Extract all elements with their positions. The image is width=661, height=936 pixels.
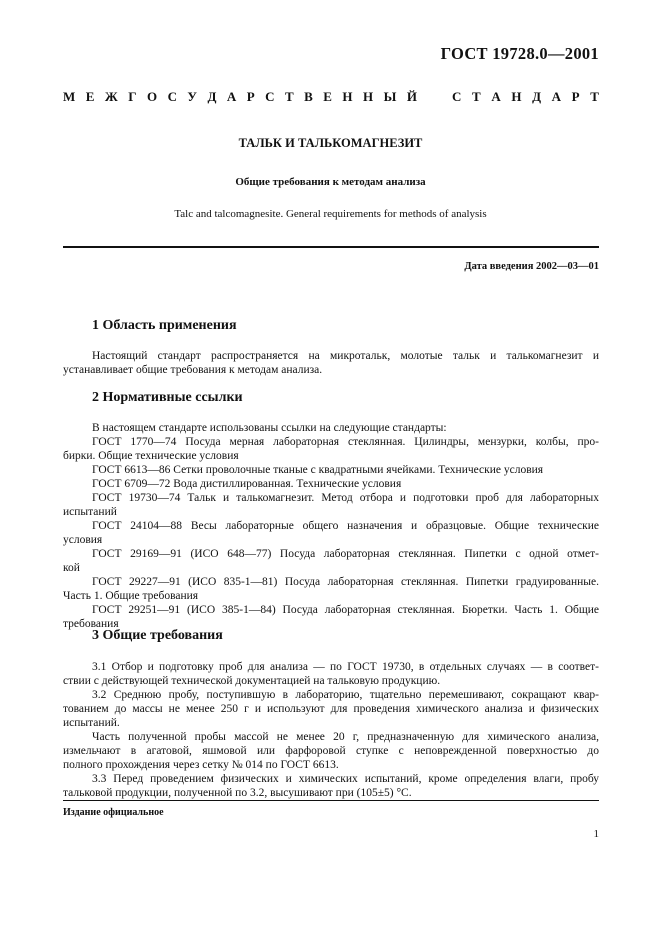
banner-letter: Е [85,89,95,104]
section-3-line: полного прохождения через сетку № 014 по ГОСТ 6613. [63,759,339,771]
banner-letter: О [146,89,158,104]
section-2-line: испытаний [63,506,117,518]
section-2-line: кой [63,562,80,574]
section-3-line: испытаний. [63,717,120,729]
banner-letter: С [167,89,177,104]
section-2-line: ГОСТ 6613—86 Сетки проволочные тканые с квадратными ячейками. Технические условия [92,464,544,476]
banner-letter: А [551,89,562,104]
section-2-line: ГОСТ 29251—91 (ИСО 385-1—84) Посуда лабораторная стеклянная. Бюретки. Часть 1. Общие [92,604,599,616]
section-2-line: бирки. Общие технические условия [63,450,239,462]
section-3-line: 3.2 Среднюю пробу, поступившую в лабораторию, тщательно перемешивают, сокращают квар- [92,689,599,701]
section-2-line: ГОСТ 29227—91 (ИСО 835-1—81) Посуда лабораторная стеклянная. Пипетки градуированные. [92,576,599,588]
banner-letter: Е [323,89,332,104]
banner-letter: Р [571,89,580,104]
page-number: 1 [593,828,599,840]
banner-word-interstate [63,89,417,105]
section-2-heading: 2 Нормативные ссылки [92,390,243,405]
section-1-line: устанавливает общие требования к методам анализа. [63,364,323,376]
section-2-line: ГОСТ 24104—88 Весы лабораторные общего назначения и образцовые. Общие технические [92,520,599,532]
section-3-line: измельчают в агатовой, яшмовой или фарфоровой ступке с неповрежденной поверхностью до [63,745,599,757]
section-2-line: В настоящем стандарте использованы ссылки на следующие стандарты: [92,422,447,434]
section-2-line: условия [63,534,103,546]
banner-letter: Ы [383,89,397,104]
section-3-line: ствии с действующей технической документацией на тальковую продукцию. [63,675,441,687]
section-2-line: ГОСТ 6709—72 Вода дистиллированная. Технические условия [92,478,402,490]
section-3-line: 3.3 Перед проведением физических и химических испытаний, кроме определения влаги, пробу [92,773,599,785]
section-3-heading: 3 Общие требования [92,628,223,643]
edition-label: Издание официальное [63,807,164,818]
section-2-line: ГОСТ 29169—91 (ИСО 648—77) Посуда лабораторная стеклянная. Пипетки с одной отмет- [92,548,599,560]
title-divider [63,246,599,248]
section-3-line: тальковой продукции, полученной по 3.2, высушивают при (105±5) °С. [63,787,412,799]
banner-letter: С [452,89,462,104]
banner-letter: М [63,89,76,104]
banner-letter: Д [532,89,542,104]
banner-letter: В [304,89,313,104]
section-1-line: Настоящий стандарт распространяется на микротальк, молотые тальк и талькомагнезит и [92,350,599,362]
banner-letter: Н [511,89,522,104]
section-2-line: Часть 1. Общие требования [63,590,199,602]
section-2-line: ГОСТ 19730—74 Тальк и талькомагнезит. Метод отбора и подготовки проб для лабораторных [92,492,599,504]
section-3-line: 3.1 Отбор и подготовку проб для анализа — по ГОСТ 19730, в отдельных случаях — в соответ- [92,661,599,673]
banner-letter: Р [246,89,255,104]
banner-letter: Т [285,89,294,104]
banner-letter: У [187,89,197,104]
banner-letter: Н [342,89,353,104]
banner-letter: С [265,89,275,104]
banner-letter: Г [128,89,137,104]
introduction-date: Дата введения 2002—03—01 [464,261,599,272]
banner-letter: Н [363,89,374,104]
section-2-line: требования [63,618,119,630]
banner-letter: А [226,89,237,104]
english-title: Talc and talcomagnesite. General requirements for methods of analysis [174,208,487,220]
section-1-heading: 1 Область применения [92,318,237,333]
section-2-line: ГОСТ 1770—74 Посуда мерная лабораторная стеклянная. Цилиндры, мензурки, колбы, про- [92,436,599,448]
document-title: ТАЛЬК И ТАЛЬКОМАГНЕЗИТ [238,136,423,150]
section-3-line: Часть полученной пробы массой не менее 20 г, предназначенную для химического анализа, [92,731,599,743]
document-subtitle: Общие требования к методам анализа [235,176,426,188]
footer-divider [63,800,599,801]
gost-number: ГОСТ 19728.0—2001 [440,44,599,63]
standard-banner [63,89,599,105]
banner-letter: Т [472,89,481,104]
banner-letter: Ж [104,89,118,104]
banner-letter: Т [590,89,599,104]
banner-letter: А [491,89,501,104]
banner-letter: Й [406,89,417,104]
banner-word-standard [452,89,599,105]
banner-letter: Д [207,89,217,104]
section-3-line: тованием до массы не менее 250 г и используют для проведения химического анализа и физических [63,703,599,715]
